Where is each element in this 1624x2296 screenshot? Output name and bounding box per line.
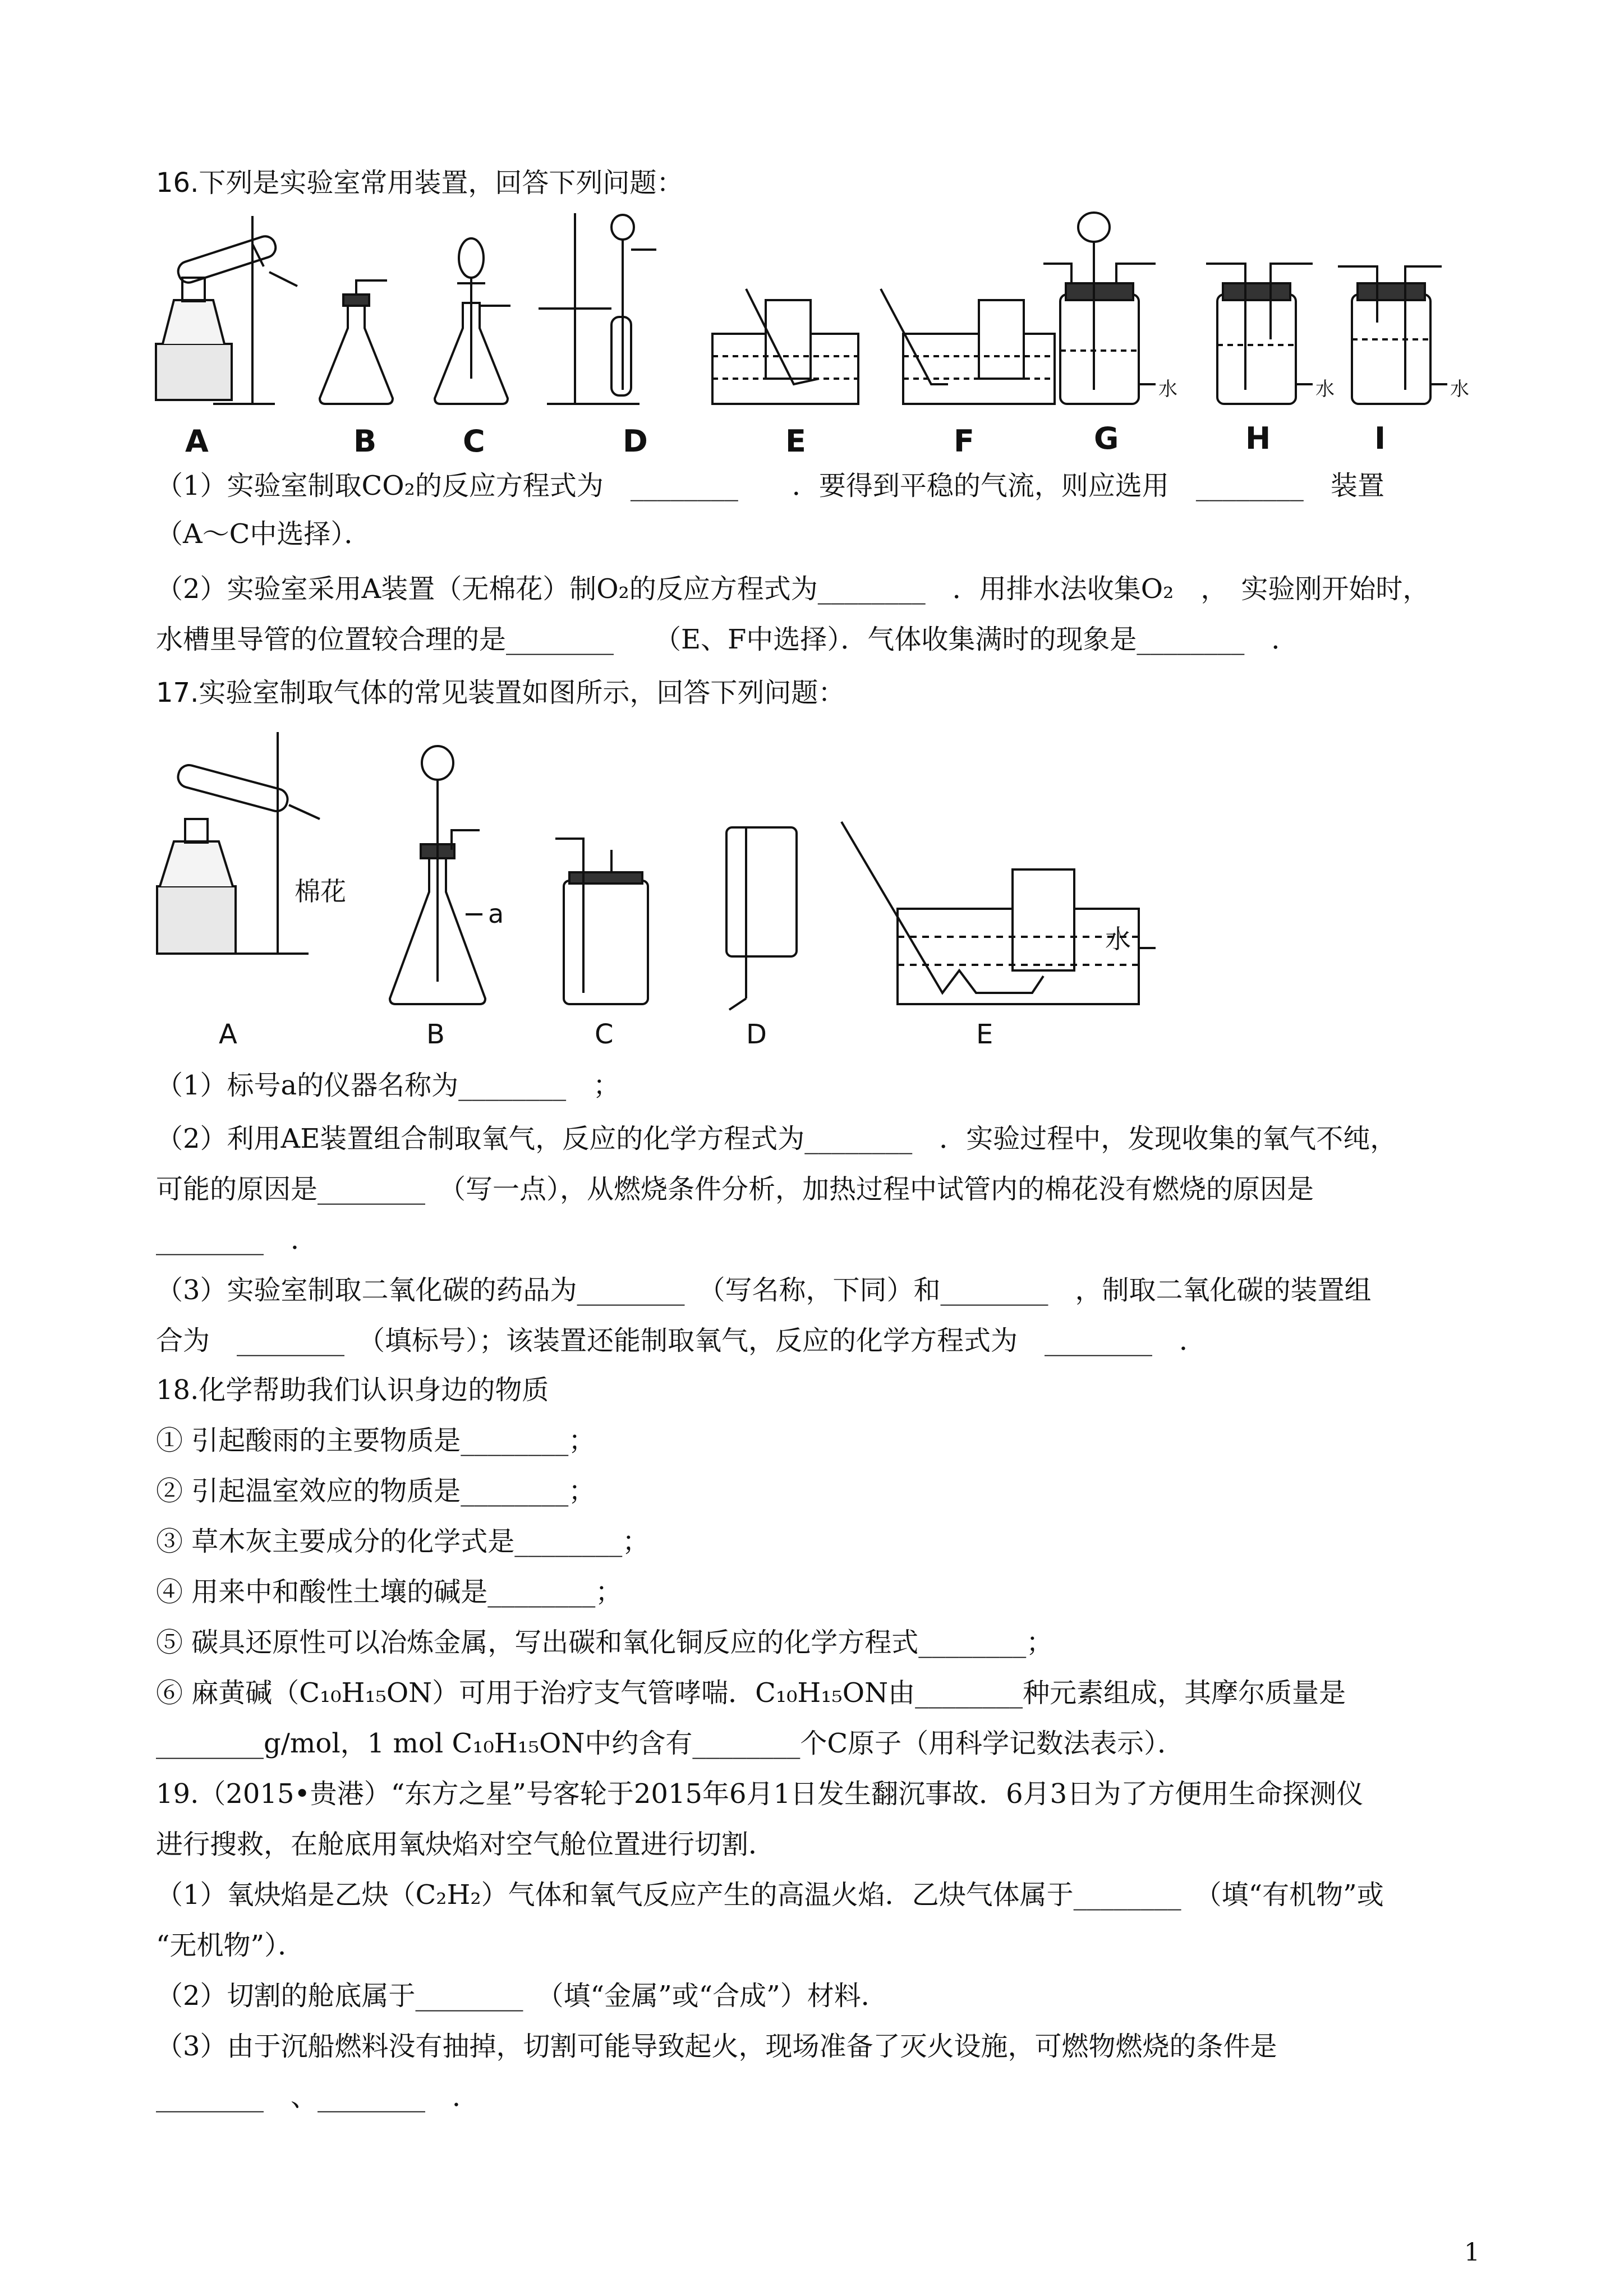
q16-label-e: E [785,424,806,459]
q16-line-3: （2）实验室采用A装置（无棉花）制O₂的反应方程式为________ ．用排水法收集O₂ ， 实验刚开始时， [156,573,1430,605]
q16-label-h: H [1245,421,1271,456]
q17-a-label: a [488,899,504,929]
q16-line-2: （A～C中选择）． [156,518,371,550]
q19-line-2: 进行搜救，在舱底用氧炔焰对空气舱位置进行切割． [156,1829,776,1860]
q19-line-4: “无机物”）． [156,1930,305,1961]
q16-apparatus-d [539,213,656,404]
q16-water-label-h: 水 [1315,378,1335,401]
q16-apparatus-a [156,216,297,404]
q19-line-1: 19.（2015•贵港）“东方之星”号客轮于2015年6月1日发生翻沉事故．6月3日为了方便用生命探测仪 [156,1778,1364,1810]
q19-line-5: （2）切割的舱底属于________ （填“金属”或“合成”）材料． [156,1980,888,2012]
q18-item-2: ② 引起温室效应的物质是________； [156,1475,596,1507]
q18-item-1: ① 引起酸雨的主要物质是________； [156,1425,596,1456]
q18-item-5: ⑤ 碳具还原性可以冶炼金属，写出碳和氧化铜反应的化学方程式________； [156,1627,1053,1658]
q16-label-f: F [954,424,974,459]
q16-apparatus-g [1043,213,1156,404]
q17-apparatus-a [157,732,320,954]
q16-label-b: B [353,424,377,459]
page-number: 1 [1464,2238,1480,2267]
q17-apparatus-d [726,827,797,1010]
q18-item-6: ⑥ 麻黄碱（C₁₀H₁₅ON）可用于治疗支气管哮喘．C₁₀H₁₅ON由________种元素组成，其摩尔质量是 [156,1677,1346,1709]
q16-water-label-g: 水 [1158,378,1177,401]
q19-line-7: ________ 、________ ． [156,2081,480,2113]
q18-item-7: ________g/mol，1 mol C₁₀H₁₅ON中约含有________个C原子（用科学记数法表示）． [156,1728,1185,1759]
q17-water-label: 水 [1105,924,1131,954]
q16-apparatus-figure [151,210,1469,459]
q17-line-6: 合为 ________ （填标号）；该装置还能制取氧气，反应的化学方程式为 ________ ． [156,1325,1207,1356]
q16-label-i: I [1374,421,1386,456]
q17-label-b: B [426,1019,445,1050]
q17-label-a: A [219,1019,237,1050]
q16-apparatus-f [881,289,1055,404]
q17-line-1: （1）标号a的仪器名称为________ ； [156,1070,620,1101]
q16-label-g: G [1094,421,1119,456]
q16-line-4: 水槽里导管的位置较合理的是________ （E、F中选择）．气体收集满时的现象是________ ． [156,624,1299,655]
q18-item-4: ④ 用来中和酸性土壤的碱是________； [156,1576,623,1608]
q16-apparatus-e [712,289,858,404]
q17-label-c: C [595,1019,614,1050]
q17-title: 17.实验室制取气体的常见装置如图所示，回答下列问题： [156,677,845,708]
q17-apparatus-e [841,822,1156,1004]
q16-apparatus-b [320,280,393,404]
q17-apparatus-b [390,746,485,1004]
q16-water-label-i: 水 [1450,378,1469,401]
q17-label-d: D [746,1019,767,1050]
q17-label-e: E [976,1019,993,1050]
q16-label-c: C [463,424,485,459]
q16-label-d: D [623,424,648,459]
q17-apparatus-c [555,839,648,1004]
q16-line-1: （1）实验室制取CO₂的反应方程式为 ________ ．要得到平稳的气流，则应选用 ________ 装置 [156,470,1384,501]
q16-apparatus-c [435,238,510,404]
q16-apparatus-h [1206,264,1313,404]
q17-line-3: 可能的原因是________ （写一点），从燃烧条件分析，加热过程中试管内的棉花没有燃烧的原因是 [156,1174,1314,1205]
q17-apparatus-figure [151,729,1150,1055]
q17-line-2: （2）利用AE装置组合制取氧气，反应的化学方程式为________ ．实验过程中，发现收集的氧气不纯， [156,1123,1397,1154]
q18-title: 18.化学帮助我们认识身边的物质 [156,1374,549,1406]
q16-title: 16.下列是实验室常用装置，回答下列问题： [156,167,684,199]
q17-line-4: ________ ． [156,1224,318,1255]
q17-line-5: （3）实验室制取二氧化碳的药品为________ （写名称，下同）和________ ，制取二氧化碳的装置组 [156,1274,1372,1306]
q16-apparatus-i [1338,266,1447,404]
q18-item-3: ③ 草木灰主要成分的化学式是________； [156,1526,650,1557]
q19-line-6: （3）由于沉船燃料没有抽掉，切割可能导致起火，现场准备了灭火设施，可燃物燃烧的条件是 [156,2031,1277,2062]
q17-cotton-label: 棉花 [295,876,346,907]
q19-line-3: （1）氧炔焰是乙炔（C₂H₂）气体和氧气反应产生的高温火焰．乙炔气体属于________ （填“有机物”或 [156,1879,1384,1911]
q16-label-a: A [185,424,209,459]
